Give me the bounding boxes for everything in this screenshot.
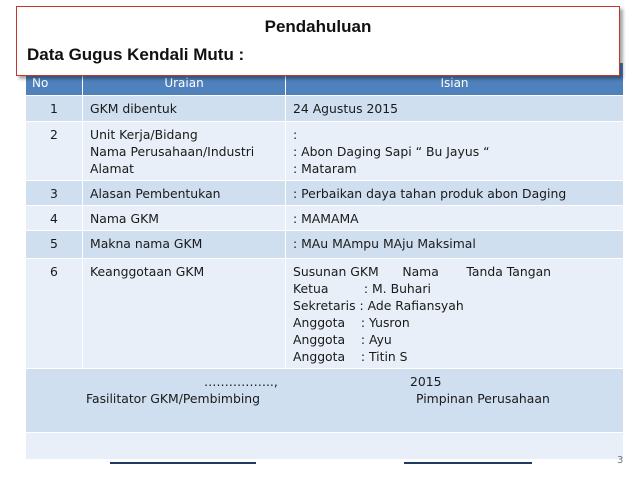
row-uraian [83,231,286,259]
signature-right-label: Pimpinan Perusahaan [416,391,550,406]
header-isian: Isian [286,63,624,96]
signature-cell [26,369,624,433]
table-row [26,122,624,181]
row-no: 2 [26,122,83,181]
isian-line: : Abon Daging Sapi “ Bu Jayus “ [293,144,490,159]
signature-left-label: Fasilitator GKM/Pembimbing [86,391,261,406]
isian-line: 24 Agustus 2015 [293,101,398,116]
row-isian [286,259,624,369]
isian-line: : Perbaikan daya tahan produk abon Daging [293,186,567,201]
signature-year: 2015 [410,374,442,389]
gkm-data-table [25,62,624,460]
isian-line: : MAu MAmpu MAju Maksimal [293,236,476,251]
empty-cell [26,433,624,460]
uraian-line: Unit Kerja/Bidang [90,127,198,142]
row-isian [286,122,624,181]
uraian-line: Makna nama GKM [90,236,203,251]
row-isian [286,181,624,206]
row-isian [286,206,624,231]
empty-row [26,433,624,460]
uraian-line: Nama GKM [90,211,159,226]
signature-block [26,372,623,430]
signature-underline-right [404,462,532,464]
isian-line: : MAMAMA [293,211,359,226]
signature-underline-left [110,462,256,464]
uraian-line: GKM dibentuk [90,101,177,116]
isian-line: Anggota : Yusron [293,315,410,330]
row-no: 5 [26,231,83,259]
row-uraian [83,206,286,231]
table-row [26,259,624,369]
isian-line: Sekretaris : Ade Rafiansyah [293,298,464,313]
page-title: Pendahuluan [264,17,372,36]
header-no: No [26,63,83,96]
page-subtitle: Data Gugus Kendali Mutu : [27,45,245,64]
header-uraian: Uraian [83,63,286,96]
uraian-line: Nama Perusahaan/Industri [90,144,255,159]
row-no: 1 [26,96,83,122]
table-row [26,206,624,231]
row-isian [286,96,624,122]
uraian-line: Alasan Pembentukan [90,186,221,201]
signature-row [26,369,624,433]
isian-line: : Mataram [293,161,357,176]
signature-place-date: …………….., [204,374,278,389]
row-no: 6 [26,259,83,369]
isian-line: Susunan GKM Nama Tanda Tangan [293,264,552,279]
isian-line: Ketua : M. Buhari [293,281,431,296]
table-row [26,231,624,259]
slide-number: 3 [617,455,624,466]
isian-line: Anggota : Titin S [293,349,408,364]
isian-line: Anggota : Ayu [293,332,392,347]
row-uraian [83,259,286,369]
title-box [16,6,620,76]
isian-line: : [293,127,298,142]
uraian-line: Alamat [90,161,135,176]
row-uraian [83,122,286,181]
uraian-line: Keanggotaan GKM [90,264,205,279]
table-row [26,181,624,206]
row-uraian [83,181,286,206]
gkm-table-wrap [25,62,623,466]
row-no: 4 [26,206,83,231]
row-no: 3 [26,181,83,206]
row-isian [286,231,624,259]
table-row [26,96,624,122]
row-uraian [83,96,286,122]
